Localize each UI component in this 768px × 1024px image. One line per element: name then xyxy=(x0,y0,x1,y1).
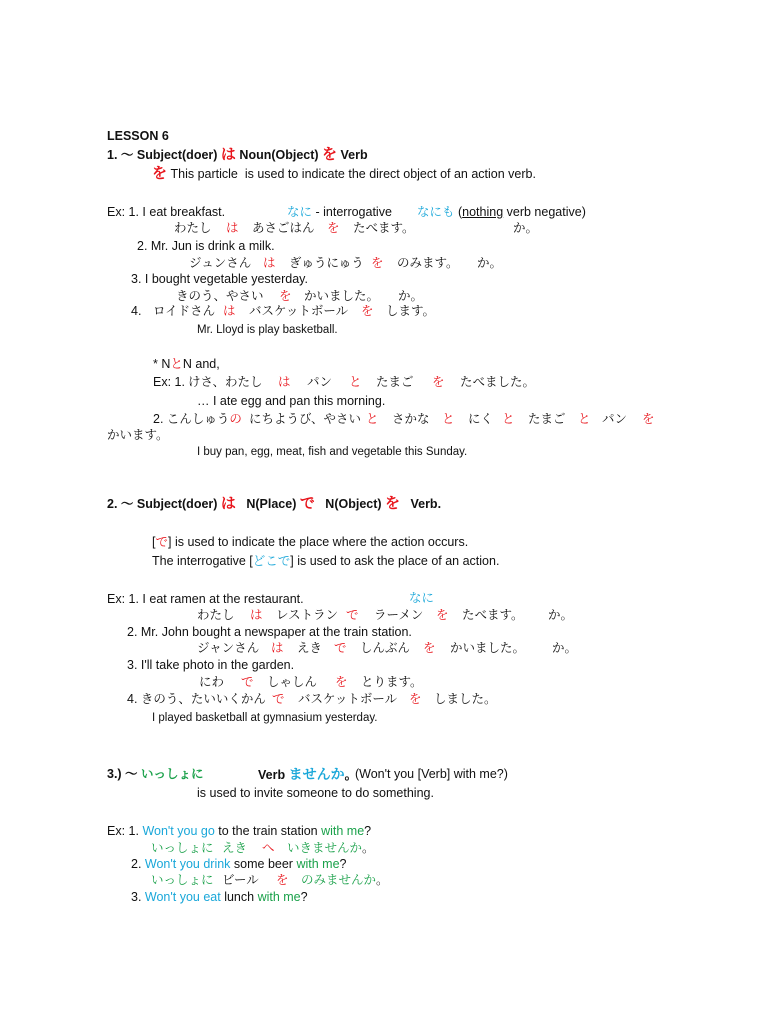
particle-to: と xyxy=(349,375,362,389)
particle-wa: は xyxy=(223,304,236,318)
nto-ex2-jp-word: パン xyxy=(602,412,628,426)
section-1-description xyxy=(152,166,536,182)
particle-wo: を xyxy=(423,641,436,655)
nanimo-word: なにも xyxy=(417,205,455,219)
masenka-word: ませんか xyxy=(288,766,345,782)
particle-wa: は xyxy=(271,641,284,655)
section-number: 1. 〜 xyxy=(107,148,137,162)
section-3-heading: Verb ませんか。 xyxy=(258,766,358,782)
particle-wa: は xyxy=(226,221,239,235)
particle-wo: を xyxy=(371,256,384,270)
s2-description-2: The interrogative [どこで] is used to ask the place of an action. xyxy=(152,554,500,568)
s2-ex4-jp-word: しました。 xyxy=(434,692,497,706)
particle-wo: を xyxy=(152,165,168,182)
s1-example-3-label: 3. I bought vegetable yesterday. xyxy=(131,272,308,286)
description-text: This particle is used to indicate the direct object of an action verb. xyxy=(167,167,536,181)
nani-word: なに xyxy=(287,205,313,219)
s2-ex3-jp-word: にわ xyxy=(199,675,225,689)
s1-ex3-jp-word: かいました。 xyxy=(304,289,380,303)
particle-de: で xyxy=(299,495,315,512)
s2-ex2-jp-word: えき xyxy=(297,641,323,655)
s2-ex1-jp-word: レストラン xyxy=(276,608,339,622)
s2-ex3-jp-word: とります。 xyxy=(361,675,423,689)
nto-ex2-jp-word: 2. こんしゅうの xyxy=(153,412,242,426)
s3-ex2-jp-word: ビール xyxy=(222,873,259,887)
particle-de: で xyxy=(334,641,347,655)
particle-wo: を xyxy=(436,608,449,622)
particle-wa: は xyxy=(220,146,236,163)
s3-ex1-jp-word: えき xyxy=(222,841,248,855)
particle-wo: を xyxy=(361,304,374,318)
s2-ex4-english: I played basketball at gymnasium yesterday. xyxy=(152,712,378,724)
s1-ex4-jp-word: バスケットボール xyxy=(249,304,349,318)
s2-ex2-jp-word: しんぶん xyxy=(360,641,411,655)
s1-ex3-jp-word: きのう、やさい xyxy=(176,289,264,303)
negative-note: なにも (nothing verb negative) xyxy=(417,205,586,219)
s2-example-1-label: Ex: 1. I eat ramen at the restaurant. xyxy=(107,592,304,606)
particle-to: と xyxy=(578,412,591,426)
s2-example-2-label: 2. Mr. John bought a newspaper at the train station. xyxy=(127,625,412,639)
particle-to: と xyxy=(366,412,379,426)
particle-wo: を xyxy=(327,221,340,235)
particle-wo: を xyxy=(276,873,289,887)
subject-label: Subject(doer) xyxy=(136,148,221,162)
particle-he: へ xyxy=(262,841,275,855)
interrogative-desc: - interrogative xyxy=(312,205,392,219)
particle-no: の xyxy=(229,412,242,426)
s2-example-3-label: 3. I'll take photo in the garden. xyxy=(127,658,295,672)
particle-wo: を xyxy=(432,375,445,389)
question-ending: か。 xyxy=(513,221,539,235)
particle-wa: は xyxy=(278,375,291,389)
s1-ex2-jp-word: のみます。 xyxy=(397,256,459,270)
nomimasenka-word: のみませんか。 xyxy=(301,873,389,887)
particle-wa: は xyxy=(250,608,263,622)
particle-wo: を xyxy=(385,495,401,512)
s1-example-4-number: 4. xyxy=(131,304,142,318)
particle-de: で xyxy=(272,692,285,706)
particle-de: で xyxy=(346,608,359,622)
s3-example-1: Ex: 1. Won't you go to the train station with me? xyxy=(107,824,372,838)
particle-wo: を xyxy=(279,289,292,303)
nto-ex2-english: I buy pan, egg, meat, fish and vegetable this Sunday. xyxy=(197,446,468,458)
nto-ex2-jp-word: にちようび、やさい xyxy=(249,412,362,426)
issho-ni-word: いっしょに xyxy=(151,873,214,887)
s1-example-1-label: Ex: 1. I eat breakfast. xyxy=(107,205,226,219)
s2-ex1-jp-word: たべます。 xyxy=(462,608,524,622)
verb-label: Verb xyxy=(337,148,368,162)
section-3-description: is used to invite someone to do something. xyxy=(197,786,434,800)
particle-wo: を xyxy=(322,146,338,163)
nani-word: なに xyxy=(409,591,435,605)
nto-ex1-jp-word: けさ、わたし xyxy=(188,375,263,389)
s3-example-2: 2. Won't you drink some beer with me? xyxy=(131,857,347,871)
issho-ni-word: いっしょに xyxy=(141,767,204,781)
question-ending: か。 xyxy=(477,256,503,270)
nto-ex1-jp-word: たまご xyxy=(376,375,414,389)
s1-example-2-label: 2. Mr. Jun is drink a milk. xyxy=(137,239,275,253)
nto-ex2-jp-word: たまご xyxy=(528,412,566,426)
particle-wa: は xyxy=(220,495,236,512)
nto-ex2-jp-word: にく xyxy=(468,412,494,426)
lesson-title: LESSON 6 xyxy=(107,129,169,143)
ikimasenka-word: いきませんか。 xyxy=(287,841,375,855)
particle-wo: を xyxy=(409,692,422,706)
interrogative-note xyxy=(287,204,392,220)
s1-ex1-jp-word: あさごはん xyxy=(252,221,315,235)
question-ending: か。 xyxy=(548,608,574,622)
s1-ex1-jp-word: わたし xyxy=(174,221,212,235)
particle-wa: は xyxy=(263,256,276,270)
s1-ex4-jp-word: ロイドさん xyxy=(153,304,216,318)
section-2-heading: 2. 〜 Subject(doer) は N(Place) で N(Object) を Verb. xyxy=(107,495,442,512)
section-1-heading xyxy=(107,147,368,163)
issho-ni-word: いっしょに xyxy=(151,841,214,855)
s2-ex3-jp-word: しゃしん xyxy=(267,675,318,689)
s2-ex4-jp-word: 4. きのう、たいいくかん xyxy=(127,692,266,706)
s2-description-1: [で] is used to indicate the place where the action occurs. xyxy=(152,535,469,549)
n-to-heading: * NとN and, xyxy=(153,357,220,371)
section-3-gloss: (Won't you [Verb] with me?) xyxy=(355,767,508,781)
noun-label: Noun(Object) xyxy=(235,148,323,162)
s1-ex4-jp-word: します。 xyxy=(386,304,436,318)
s3-example-3: 3. Won't you eat lunch with me? xyxy=(131,890,308,904)
nto-example-1-label: Ex: 1. xyxy=(153,375,185,389)
particle-de: で xyxy=(241,675,254,689)
s2-ex2-jp-word: ジャンさん xyxy=(197,641,260,655)
s2-ex1-jp-word: ラーメン xyxy=(374,608,424,622)
s1-ex4-english: Mr. Lloyd is play basketball. xyxy=(197,324,338,336)
section-3-number: 3.) 〜 いっしょに xyxy=(107,767,204,781)
nto-ex1-jp-word: たべました。 xyxy=(460,375,536,389)
nto-ex2-continuation: かいます。 xyxy=(107,428,169,442)
s2-ex4-jp-word: バスケットボール xyxy=(298,692,398,706)
question-ending: か。 xyxy=(552,641,578,655)
s1-ex2-jp-word: ジュンさん xyxy=(189,256,252,270)
nothing-underlined: nothing xyxy=(462,205,504,219)
s2-ex2-jp-word: かいました。 xyxy=(450,641,526,655)
particle-wo: を xyxy=(335,675,348,689)
particle-to: と xyxy=(170,357,183,371)
particle-to: と xyxy=(442,412,455,426)
nto-ex1-english: … I ate egg and pan this morning. xyxy=(197,394,386,408)
particle-wo: を xyxy=(642,412,655,426)
doko-de-word: どこで xyxy=(252,554,291,568)
particle-de: で xyxy=(155,535,168,549)
s2-ex1-jp-word: わたし xyxy=(197,608,235,622)
nto-ex1-jp-word: パン xyxy=(307,375,333,389)
s1-ex1-jp-word: たべます。 xyxy=(353,221,415,235)
nto-ex2-jp-word: さかな xyxy=(392,412,430,426)
s1-ex2-jp-word: ぎゅうにゅう xyxy=(289,256,364,270)
particle-to: と xyxy=(502,412,515,426)
question-ending: か。 xyxy=(398,289,424,303)
